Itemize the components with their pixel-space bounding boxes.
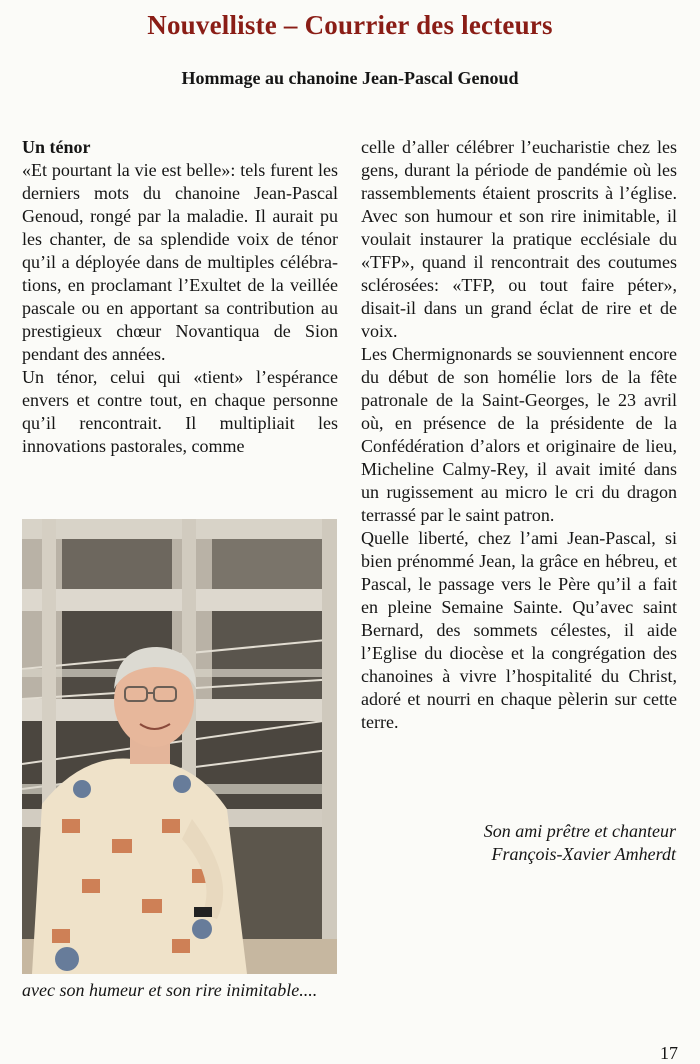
portrait-photo [22,519,337,974]
right-paragraph-2: Les Chermignonards se souviennent encore du début de son homélie lors de la fête patronale de la Saint-Georges, le 23 avril où, en présence de la présidente de la Confédération d’alors et originaire de lieu, Micheline Calmy-Rey, il avait imité dans un rugissement au micro le cri du dragon terrassé par le saint patron. [361,344,677,525]
left-column [22,136,338,458]
article-title: Nouvelliste – Courrier des lecteurs [147,10,553,40]
right-paragraph-1: celle d’aller célébrer l’eucharistie chez les gens, durant la période de pandémie où les rassemblements étaient proscrits à l’église. Avec son humour et son rire inimitable, il voulait instaurer la pratique ecclésiale du «TFP», quand il rencontrait des coutumes sclérosées: «TFP, ou tout faire péter», disait-il dans un grand éclat de rire et de voix. [361,137,677,341]
signature-block [376,820,676,866]
signature-line-2: François-Xavier Amherdt [491,844,676,864]
section-heading: Un ténor [22,137,91,157]
left-paragraph-1: «Et pourtant la vie est belle»: tels furent les derniers mots du chanoine Jean-Pascal Genoud, rongé par la maladie. Il aurait pu les chanter, de sa splendide voix de ténor qu’il a déployée dans de multiples célébrations, en proclamant l’Exultet de la veillée pascale ou en apportant sa contribution au prestigieux chœur Novantiqua de Sion pendant des années. [22,160,338,364]
right-paragraph-3: Quelle liberté, chez l’ami Jean-Pascal, si bien prénommé Jean, la grâce en hébreu, et Pascal, le passage vers le Père qu’il a fait en pleine Semaine Sainte. Qu’avec saint Bernard, des sommets célestes, il aide l’Eglise du diocèse et la congrégation des chanoines à vivre l’hospitalité du Christ, adoré et nourri en chaque pèlerin sur cette terre. [361,528,677,732]
signature-line-1: Son ami prêtre et chanteur [483,821,676,841]
portrait-illustration [22,519,337,974]
page-number: 17 [660,1043,678,1063]
right-column [361,136,677,734]
left-paragraph-2: Un ténor, celui qui «tient» l’espérance envers et contre tout, en chaque personne qu’il rencontrait. Il multipliait les innovations pastorales, comme [22,367,338,456]
article-subtitle: Hommage au chanoine Jean-Pascal Genoud [181,68,519,88]
photo-caption: avec son humeur et son rire inimitable.... [22,980,318,1000]
